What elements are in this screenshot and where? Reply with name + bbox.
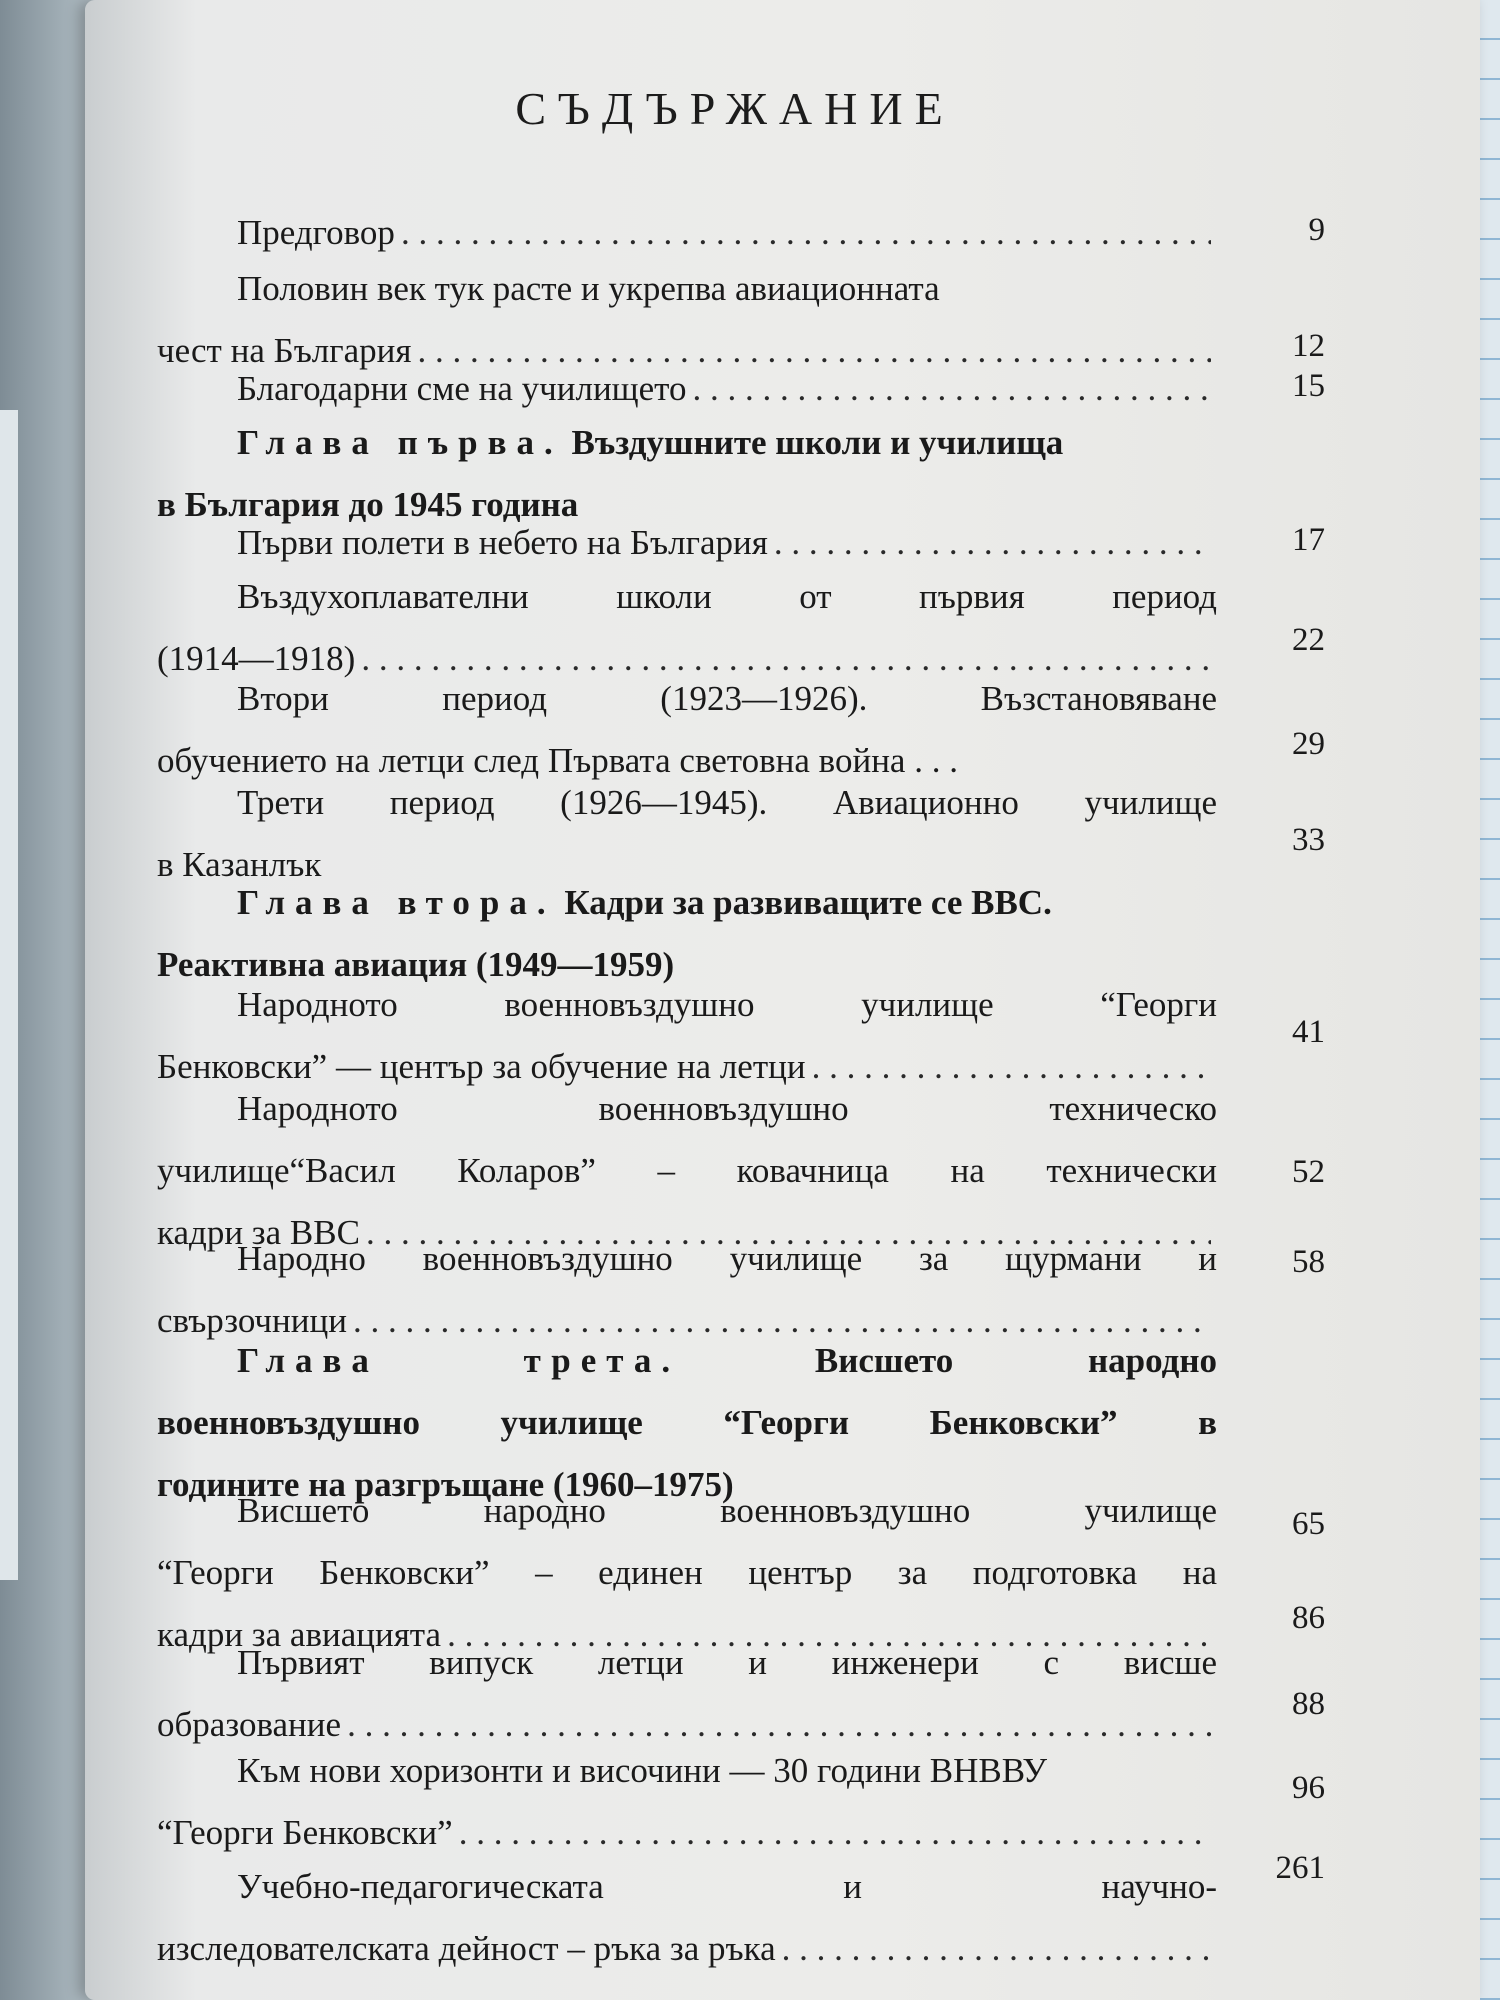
page-number: 29: [1292, 726, 1325, 762]
page-number: 12: [1292, 328, 1325, 364]
chapter-title: годините на разгръщане (1960–1975): [157, 1465, 734, 1504]
entry-text: Народно военновъздушно училище за щурмани и: [237, 1239, 1217, 1278]
page-number: 41: [1292, 1014, 1325, 1050]
page-number: 58: [1292, 1244, 1325, 1280]
book-page: [85, 0, 1480, 2000]
entry-text: изследователската дейност – ръка за ръка: [157, 1929, 776, 1968]
page-number: 52: [1292, 1154, 1325, 1190]
entry-text: Народното военновъздушно училище “Георги: [237, 985, 1217, 1024]
entry-text: Народното военновъздушно техническо: [237, 1089, 1217, 1128]
leader-dots: [774, 512, 1211, 574]
toc-entry: [157, 358, 1217, 420]
entry-text: Втори период (1923—1926). Възстановяване: [237, 679, 1217, 718]
chapter-label: Глава трета.: [237, 1341, 681, 1380]
page-number: 65: [1292, 1506, 1325, 1542]
entry-text: “Георги Бенковски”: [157, 1813, 453, 1852]
toc-entry: [157, 512, 1217, 574]
chapter-title: военновъздушно училище “Георги Бенковски” в: [157, 1403, 1217, 1442]
entry-text: Трети период (1926—1945). Авиационно училище: [237, 783, 1217, 822]
folio-page-number: 261: [1275, 1850, 1325, 1886]
leader-dots: [459, 1802, 1211, 1864]
toc-entry: [157, 1632, 1217, 1756]
leader-dots: [401, 202, 1211, 264]
entry-text: образование: [157, 1705, 342, 1744]
entry-text: Към нови хоризонти и височини — 30 години ВНВВУ: [237, 1751, 1047, 1790]
entry-text: в Казанлък: [157, 845, 322, 884]
entry-text: Бенковски” — център за обучение на летци: [157, 1047, 806, 1086]
page-number: 33: [1292, 822, 1325, 858]
entry-text: (1914—1918): [157, 639, 356, 678]
entry-text: свързочници: [157, 1301, 347, 1340]
page-number: 9: [1308, 212, 1325, 248]
page-title: СЪДЪРЖАНИЕ: [515, 83, 955, 134]
page-number: 15: [1292, 368, 1325, 404]
entry-text: “Георги Бенковски” – единен център за подготовка на: [157, 1553, 1217, 1592]
leader-dots: [693, 358, 1212, 420]
chapter-title: Висшето народно: [814, 1341, 1217, 1380]
chapter-title: Въздушните школи и училища: [571, 423, 1064, 462]
entry-text: Висшето народно военновъздушно училище: [237, 1491, 1217, 1530]
chapter-label: Глава втора.: [237, 883, 556, 922]
entry-text: училище“Васил Коларов” – ковачница на технически: [157, 1151, 1217, 1190]
page-number: 96: [1292, 1770, 1325, 1806]
entry-text: Учебно-педагогическата и научно-: [237, 1867, 1217, 1906]
toc-entry: [157, 1856, 1217, 1980]
entry-text: Въздухоплавателни школи от първия период: [237, 577, 1217, 616]
entry-text: Предговор: [237, 213, 395, 252]
page-number: 17: [1292, 522, 1325, 558]
entry-text: чест на България: [157, 331, 412, 370]
page-number: 22: [1292, 622, 1325, 658]
toc-entry-preface: [157, 202, 1217, 264]
chapter-label: Глава първа.: [237, 423, 563, 462]
entry-text: Първият випуск летци и инженери с висше: [237, 1643, 1217, 1682]
chapter-title: Кадри за развиващите се ВВС.: [564, 883, 1052, 922]
chapter-title: Реактивна авиация (1949—1959): [157, 945, 675, 984]
entry-text: Благодарни сме на училището: [237, 369, 687, 408]
toc-entry: [157, 1740, 1217, 1864]
entry-text: кадри за ВВС: [157, 1213, 360, 1252]
background-stripe: [0, 410, 18, 1580]
entry-text: Първи полети в небето на България: [237, 523, 768, 562]
page-number: 86: [1292, 1600, 1325, 1636]
chapter-title: в България до 1945 година: [157, 485, 579, 524]
entry-text: Половин век тук расте и укрепва авиационната: [237, 269, 940, 308]
entry-text: кадри за авиацията: [157, 1615, 442, 1654]
leader-dots: [782, 1918, 1211, 1980]
page-number: 88: [1292, 1686, 1325, 1722]
entry-text: обучението на летци след Първата световна война . . .: [157, 741, 958, 780]
